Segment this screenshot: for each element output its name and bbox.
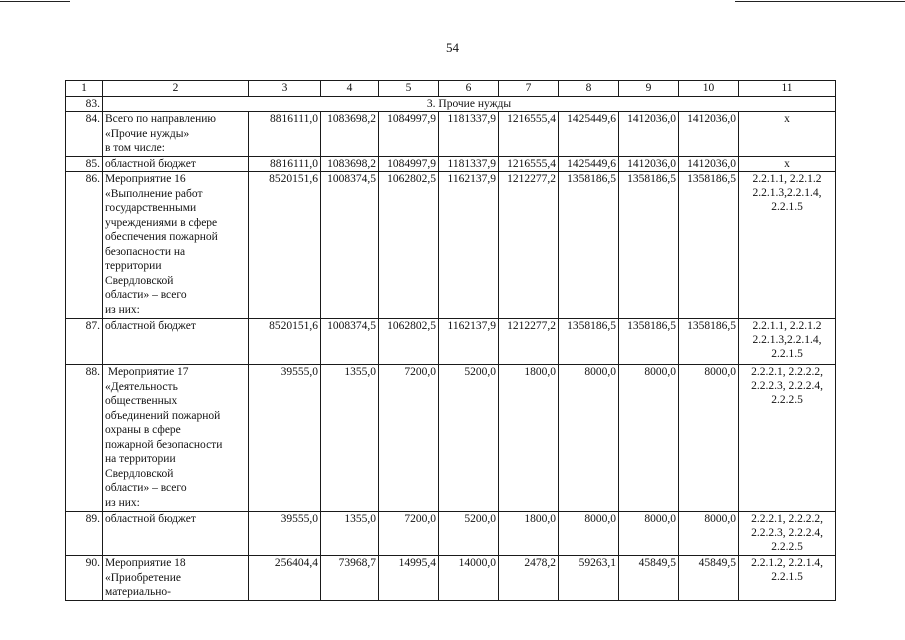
value-cell: 1216555,4 xyxy=(499,112,559,157)
table-row xyxy=(66,512,836,556)
table-row xyxy=(66,319,836,365)
row-name-line: безопасности на xyxy=(105,245,186,258)
column-number-cell: 11 xyxy=(739,81,836,97)
column-number-cell: 10 xyxy=(679,81,739,97)
row-name-line: пожарной безопасности xyxy=(105,438,223,451)
row-number: 89. xyxy=(66,512,103,556)
value-cell: 1412036,0 xyxy=(619,112,679,157)
row-name-line: учреждениями в сфере xyxy=(105,216,218,229)
value-cell: 39555,0 xyxy=(249,365,321,512)
table-row xyxy=(66,556,836,601)
value-cell: 1425449,6 xyxy=(559,112,619,157)
column-number-cell: 2 xyxy=(103,81,249,97)
indicator-cell xyxy=(739,556,836,601)
column-number-cell: 5 xyxy=(379,81,439,97)
value-cell: 8000,0 xyxy=(679,365,739,512)
indicator-cell xyxy=(739,156,836,172)
row-number: 84. xyxy=(66,112,103,157)
value-cell: 1800,0 xyxy=(499,365,559,512)
page-number: 54 xyxy=(446,40,459,55)
value-cell: 1084997,9 xyxy=(379,112,439,157)
row-name-line: в том числе: xyxy=(105,142,165,154)
row-number: 90. xyxy=(66,556,103,601)
row-name-line: Свердловской xyxy=(105,274,174,287)
column-number-cell: 7 xyxy=(499,81,559,97)
row-name xyxy=(103,172,249,319)
row-name-line: областной бюджет xyxy=(105,513,196,525)
row-name-line: территории xyxy=(105,260,162,272)
section-row xyxy=(66,96,836,112)
row-name-line: из них: xyxy=(105,303,140,316)
value-cell: 1425449,6 xyxy=(559,156,619,172)
row-name-line: областной бюджет xyxy=(105,157,196,170)
table-row xyxy=(66,172,836,319)
column-number-cell: 8 xyxy=(559,81,619,97)
indicator-line: 2.2.1.5 xyxy=(771,571,803,583)
column-number-cell: 9 xyxy=(619,81,679,97)
row-name-line: обеспечения пожарной xyxy=(105,231,218,243)
value-cell: 45849,5 xyxy=(679,556,739,601)
value-cell: 8000,0 xyxy=(559,512,619,556)
value-cell: 1162137,9 xyxy=(439,172,499,319)
column-number-cell: 6 xyxy=(439,81,499,97)
value-cell: 1355,0 xyxy=(321,365,379,512)
indicator-line: 2.2.1.1, 2.2.1.2 xyxy=(752,320,822,332)
budget-table xyxy=(65,80,836,601)
row-name-line: на территории xyxy=(105,453,176,465)
value-cell: 1083698,2 xyxy=(321,156,379,172)
row-name xyxy=(103,112,249,157)
row-name-line: области» – всего xyxy=(105,289,187,301)
indicator-line: 2.2.2.1, 2.2.2.2, xyxy=(751,513,823,525)
value-cell: 39555,0 xyxy=(249,512,321,556)
row-number: 85. xyxy=(66,156,103,172)
top-rule-left xyxy=(0,1,70,2)
value-cell: 8000,0 xyxy=(679,512,739,556)
section-title: 3. Прочие нужды xyxy=(103,96,836,112)
indicator-line: 2.2.2.3, 2.2.2.4, xyxy=(751,527,823,539)
value-cell: 73968,7 xyxy=(321,556,379,601)
row-name xyxy=(103,319,249,365)
indicator-cell xyxy=(739,172,836,319)
row-name-line: Мероприятие 16 xyxy=(105,173,186,185)
value-cell: 2478,2 xyxy=(499,556,559,601)
value-cell: 8816111,0 xyxy=(249,112,321,157)
row-name-line: материально- xyxy=(105,586,171,598)
indicator-cell xyxy=(739,512,836,556)
table-row xyxy=(66,156,836,172)
row-number: 87. xyxy=(66,319,103,365)
value-cell: 1083698,2 xyxy=(321,112,379,157)
value-cell: 1062802,5 xyxy=(379,172,439,319)
column-number-cell: 3 xyxy=(249,81,321,97)
row-name-line: областной бюджет xyxy=(105,320,196,332)
column-number-cell: 4 xyxy=(321,81,379,97)
row-name xyxy=(103,556,249,601)
row-name xyxy=(103,365,249,512)
value-cell: 1062802,5 xyxy=(379,319,439,365)
indicator-line: 2.2.2.5 xyxy=(771,394,803,406)
value-cell: 8000,0 xyxy=(619,365,679,512)
value-cell: 1358186,5 xyxy=(679,319,739,365)
value-cell: 1358186,5 xyxy=(619,172,679,319)
value-cell: 1162137,9 xyxy=(439,319,499,365)
value-cell: 8520151,6 xyxy=(249,319,321,365)
value-cell: 1181337,9 xyxy=(439,112,499,157)
row-name-line: объединений пожарной xyxy=(105,409,221,422)
value-cell: 5200,0 xyxy=(439,512,499,556)
row-name-line: охраны в сфере xyxy=(105,424,181,436)
indicator-line: x xyxy=(784,113,790,125)
indicator-line: 2.2.1.5 xyxy=(771,201,803,213)
column-number-row xyxy=(66,81,836,97)
row-name-line: «Деятельность xyxy=(105,380,178,393)
table-row xyxy=(66,365,836,512)
row-name-line: Свердловской xyxy=(105,467,174,480)
row-name-line: общественных xyxy=(105,395,178,407)
value-cell: 1084997,9 xyxy=(379,156,439,172)
value-cell: 59263,1 xyxy=(559,556,619,601)
value-cell: 1358186,5 xyxy=(619,319,679,365)
indicator-cell xyxy=(739,365,836,512)
value-cell: 1358186,5 xyxy=(559,172,619,319)
value-cell: 1412036,0 xyxy=(679,156,739,172)
row-name-line: области» – всего xyxy=(105,482,187,494)
value-cell: 45849,5 xyxy=(619,556,679,601)
value-cell: 8000,0 xyxy=(559,365,619,512)
row-name xyxy=(103,512,249,556)
value-cell: 1212277,2 xyxy=(499,319,559,365)
value-cell: 7200,0 xyxy=(379,512,439,556)
row-number: 83. xyxy=(66,96,103,112)
value-cell: 1358186,5 xyxy=(559,319,619,365)
row-number: 88. xyxy=(66,365,103,512)
row-name-line: Мероприятие 17 xyxy=(105,366,189,378)
row-name-line: «Приобретение xyxy=(105,571,181,584)
value-cell: 1216555,4 xyxy=(499,156,559,172)
value-cell: 1181337,9 xyxy=(439,156,499,172)
indicator-line: 2.2.2.5 xyxy=(771,541,803,553)
row-name xyxy=(103,156,249,172)
value-cell: 8000,0 xyxy=(619,512,679,556)
row-name-line: из них: xyxy=(105,496,140,509)
indicator-cell xyxy=(739,112,836,157)
value-cell: 8520151,6 xyxy=(249,172,321,319)
value-cell: 256404,4 xyxy=(249,556,321,601)
indicator-line: x xyxy=(784,157,790,170)
value-cell: 1355,0 xyxy=(321,512,379,556)
indicator-line: 2.2.1.2, 2.2.1.4, xyxy=(751,557,823,569)
value-cell: 14995,4 xyxy=(379,556,439,601)
indicator-line: 2.2.1.3,2.2.1.4, xyxy=(752,187,822,199)
row-name-line: «Выполнение работ xyxy=(105,187,203,200)
value-cell: 1358186,5 xyxy=(679,172,739,319)
value-cell: 7200,0 xyxy=(379,365,439,512)
value-cell: 1412036,0 xyxy=(619,156,679,172)
value-cell: 1008374,5 xyxy=(321,319,379,365)
row-name-line: Всего по направлению xyxy=(105,113,216,125)
value-cell: 8816111,0 xyxy=(249,156,321,172)
value-cell: 5200,0 xyxy=(439,365,499,512)
value-cell: 1412036,0 xyxy=(679,112,739,157)
row-name-line: государственными xyxy=(105,202,197,214)
indicator-line: 2.2.1.1, 2.2.1.2 xyxy=(752,173,822,185)
table-row xyxy=(66,112,836,157)
top-rule-right xyxy=(735,1,905,2)
value-cell: 1008374,5 xyxy=(321,172,379,319)
value-cell: 14000,0 xyxy=(439,556,499,601)
indicator-line: 2.2.2.1, 2.2.2.2, xyxy=(751,366,823,378)
column-number-cell: 1 xyxy=(66,81,103,97)
indicator-cell xyxy=(739,319,836,365)
value-cell: 1800,0 xyxy=(499,512,559,556)
row-name-line: «Прочие нужды» xyxy=(105,127,190,140)
indicator-line: 2.2.2.3, 2.2.2.4, xyxy=(751,380,823,392)
row-number: 86. xyxy=(66,172,103,319)
value-cell: 1212277,2 xyxy=(499,172,559,319)
indicator-line: 2.2.1.3,2.2.1.4, xyxy=(752,334,822,346)
indicator-line: 2.2.1.5 xyxy=(771,348,803,360)
row-name-line: Мероприятие 18 xyxy=(105,557,186,569)
